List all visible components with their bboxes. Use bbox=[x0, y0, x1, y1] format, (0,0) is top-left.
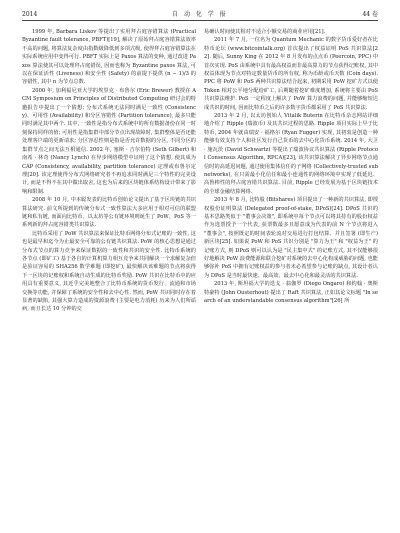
header-year: 2014 bbox=[22, 11, 38, 18]
paragraph: 2000 年, 加利福尼亚大学的埃里克 · 布鲁尔 (Eric Brewer) 教授在 ACM Symposium on Principles of Distributed Computing 研讨会的特邀报告中提出了一个猜想: 分布式系统无法同时满足一致性 (Consistency)、可用性 (Availability) 和分区容错性 (Partition tolerance), 最多只能同时满足其中两个. 其中, 一致性是指分布式系统中的所有数据备份在同一时刻保持同样的值; 可用性是指集群中部分节点出现故障时, 集群整体是否还能处理客户端的更新请求; 分区容忍性则是指是否允许数据的分区, 不同分区的集群节点之间无法互相通信. 2002 年, 塞斯 · 吉尔伯特 (Seth Gilbert) 和南希 · 林奇 (Nancy Lynch) 在异步网络模型中证明了这个猜想, 使其成为 CAP (Consistency, availability, partition tolerance) 定理或布鲁尔定理[20]. 该定理使得分布式网络研究者不再追求同时满足三个特性的完美设计, 而是不得不在其中做出取舍, 这也为后来的区块链体系结构设计带来了影响和限制. bbox=[22, 87, 196, 195]
header-volume: 44 卷 bbox=[362, 11, 378, 18]
paragraph: 2008 年 10 月, 中本聪发表的比特币创始论文提出了基于区块链的共识算法研究. 前文所提到的传统分布式一致性算法大多应用于相对可信的联盟链和私有链, 而面向比特币、以太坊等公有链环境则诞生了 PoW、PoS 等一系列新的拜占庭容错类共识算法. bbox=[22, 197, 196, 229]
paragraph: 2013 年 8 月, 比特股 (Bitshares) 项目提出了一种新的共识算法, 即授权股份证明算法 (Delegated proof-of-stake, DPoS)[24]. DPoS 共识的基本思路类似于 "董事会决策", 即系统中每个节点可以将其持有的股份权益作为选票授予一个代表, 获票数最多且愿意成为代表的前 N 个节点将进入 "董事会", 按照既定的时间表轮流对交易进行打包结算、并且签署 (即生产) 新区块[25]. 如果说 PoW 和 PoS 共识分别是 "算力为王" 和 "权益为王" 的记账方式, 则 DPoS 则可以认为是 "民主集中式" 的记账方式, 其不仅能够很好地解决 PoW 浪费能源和联合挖矿对系统的去中心化构成威胁的问题, 也能够弥补 PoS 中拥有记账权益的参与者未必希望参与记账的缺点, 其设计者认为 DPoS 是当时最快速、最高效、最去中心化和最灵活的共识算法. bbox=[204, 197, 379, 279]
header-journal-title: 自 动 化 学 报 bbox=[172, 11, 228, 18]
running-header bbox=[22, 9, 378, 21]
left-column bbox=[22, 28, 196, 314]
two-column-body bbox=[22, 28, 378, 314]
right-column bbox=[204, 28, 378, 314]
paragraph: 易确认时间使其相对不适合小额交易的商业应用[21]. bbox=[204, 29, 326, 35]
paragraph: 2013 年 2 月, 以太坊创始人 Vitalik Buterin 在比特币杂志网站详细地介绍了 Ripple (瑞波币) 及其共识过程的思路. Ripple 项目实际上早于比特币, 2004 年就由瑞安 · 福格尔 (Ryan Fugger) 实现, 其初衷是创造一种能够有效支持个人和社区发行自己货币的去中心化货币系统. 2014 年, 大卫 · 施瓦茨 (David Schwartz) 等提出了瑞波协议共识算法 (Ripple Protocol Consensus Algorithm, RPCA)[23], 该共识算法解决了异步网络节点通信时的高延迟问题, 通过使用集体信任的子网络 (Collectively-trusted subnetworks), 在只需最小化信任和最小连通性的网络环境中实现了低延迟、高鲁棒性的拜占庭容错共识算法. 目前, Ripple 已经发展为基于区块链技术的全球金融结算网络. bbox=[204, 113, 378, 195]
paragraph: 比特币采用了 PoW 共识算法来保证比特币网络分布式记账的一致性, 这也是最早和迄今为止最安全可靠的公有链共识算法. PoW 的核心思想是通过分布式节点的算力竞争来保证数据的一致性和共识的安全性. 比特币系统的各节点 (即矿工) 基于各自的计算机算力相互竞争来共同解决一个求解复杂但是验证容易的 SHA256 数学难题 (即挖矿), 最快解决该难题的节点将获得下一区块的记账权和系统自动生成的比特币奖励. PoW 共识在比特币中的应用具有重要意义, 其近乎完美地整合了比特币系统的货币发行、流通和市场交换等功能, 并保障了系统的安全性和去中心性. 然而, PoW 共识同时存在着显著的缺陷, 其强大算力造成的资源浪费 (主要是电力消耗) 历来为人们所诟病, 而且长达 10 分钟的交 bbox=[22, 230, 196, 313]
paragraph: 2011 年 7 月, 一位名为 Quantum Mechanic 的数字货币爱好者在比特币论坛 (www.bitcointalk.org) 首次提出了权益证明 PoS 共识算法[22]. 随后, Sunny King 在 2012 年 8 月发布的点点币 (Peercoin, PPC) 中首次实现. PoS 由系统中具有最高权益而非最高算力的节点获得记账权, 其中权益体现为节点对特定数量货币的所有权, 称为币龄或币天数 (Coin days). PPC 将 PoW 和 PoS 两种共识算法结合起来, 初期采用 PoW 挖矿方式以使 Token 相对公平地分配给矿工, 后期随着挖矿难度增加, 系统将主要由 PoS 共识算法维护. PoS 一定程度上解决了 PoW 算力浪费的问题, 并能够缩短达成共识的时间, 因而比特币之后的许多数字货币都采用了 PoS 共识算法. bbox=[204, 37, 378, 111]
paragraph: 2013 年, 斯坦福大学的迭戈 · 翁伽罗 (Diego Ongaro) 和约翰 · 奥斯特豪特 (John Ousterhout) 提出了 Raft 共识算法, 正如其论文标题 "In search of an understandable consensus algorithm"[26] 所 bbox=[204, 281, 378, 304]
paragraph: 1999 年, Barbara Liskov 等提出了实用拜占庭容错算法 (Practical Byzantine fault tolerance, PBFT)[19], 解决了原始拜占庭容错算法效率不高的问题, 将算法复杂度由指数级降低到多项式级, 使得拜占庭容错算法在实际系统应用中变得可行. PBFT 实际上是 Paxos 算法的变种, 通过改进 Paxos 算法使其可以处理拜占庭错误, 因而也称为 Byzantine paxos 算法, 可以在保证活性 (Liveness) 和安全性 (Safety) 的前提下提供 (n − 1)/3 的容错性, 其中 n 为节点总数. bbox=[22, 29, 196, 86]
